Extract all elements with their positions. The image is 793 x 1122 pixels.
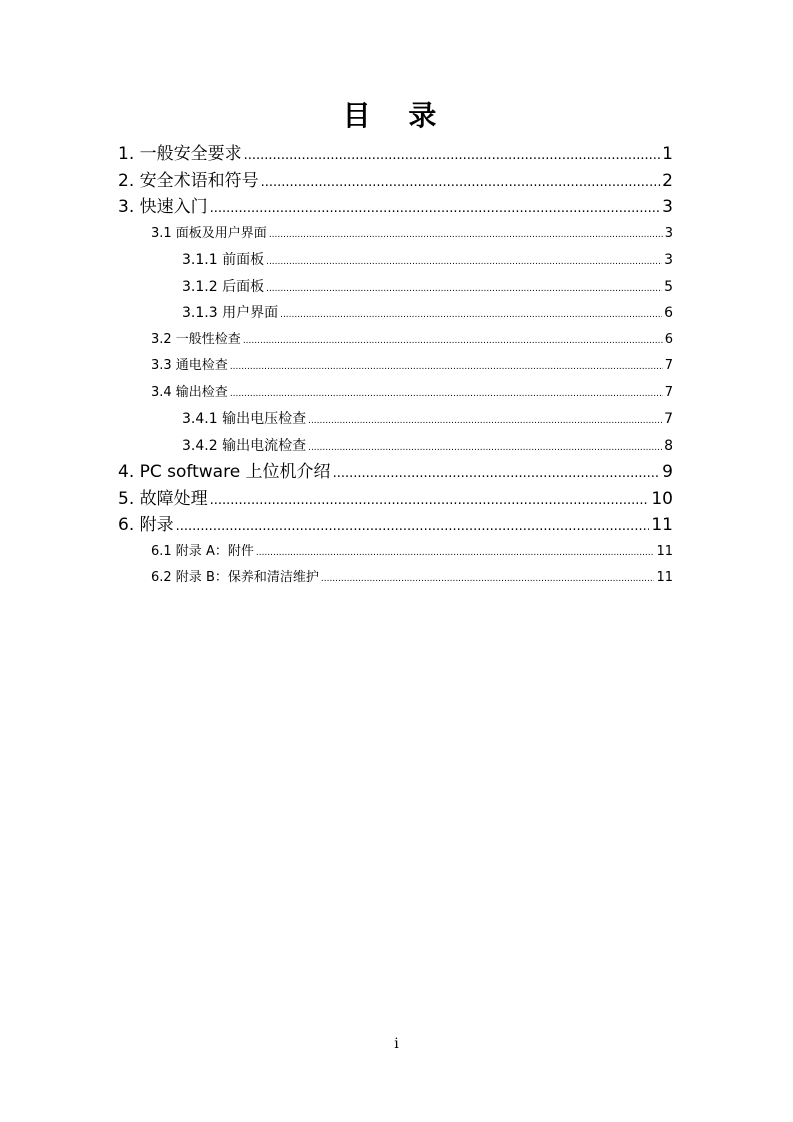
toc-entry-page: 7 [664,411,673,427]
toc-entry-page: 7 [664,384,673,400]
toc-entry-label: 3.4 输出检查 [151,384,228,400]
toc-entry-label: 5. 故障处理 [118,488,208,509]
toc-entry-page: 10 [651,488,673,509]
dot-leader [230,354,663,381]
toc-entry-label: 4. PC software 上位机介绍 [118,462,331,482]
toc-entry-label: 6.1 附录 A：附件 [151,543,254,559]
toc-entry-page: 3 [664,225,673,241]
toc-entry-page: 3 [664,252,673,268]
table-of-contents [118,141,673,592]
toc-entry[interactable] [118,168,673,195]
toc-entry[interactable] [118,565,673,592]
toc-entry-page: 11 [651,515,673,535]
toc-entry-label: 3.1 面板及用户界面 [151,225,267,241]
toc-entry-page: 11 [656,543,673,559]
dot-leader [256,540,655,567]
dot-leader [176,514,650,541]
toc-entry-page: 5 [664,278,673,295]
toc-entry[interactable] [118,353,673,380]
toc-entry-label: 3.4.2 输出电流检查 [182,437,307,454]
dot-leader [210,196,661,223]
toc-entry[interactable] [118,459,673,486]
toc-entry[interactable] [118,194,673,221]
dot-leader [266,276,662,303]
toc-entry-label: 3.4.1 输出电压检查 [182,411,307,427]
page-number: i [394,1036,399,1052]
dot-leader [230,381,663,408]
toc-entry-page: 6 [664,305,673,321]
dot-leader [280,302,662,329]
toc-title: 目 录 [342,99,451,132]
toc-entry-label: 6.2 附录 B：保养和清洁维护 [151,570,319,585]
toc-entry-label: 3.2 一般性检查 [151,331,241,347]
toc-entry-page: 11 [656,570,673,585]
dot-leader [308,408,662,435]
dot-leader [308,435,662,462]
toc-entry[interactable] [118,512,673,539]
toc-entry-page: 1 [662,144,673,164]
dot-leader [333,461,661,488]
toc-entry-label: 3.1.3 用户界面 [182,305,279,321]
dot-leader [261,170,661,197]
toc-entry-page: 9 [662,462,673,482]
toc-entry-label: 1. 一般安全要求 [118,144,242,164]
toc-entry-label: 6. 附录 [118,515,174,535]
toc-entry-page: 3 [662,197,673,217]
dot-leader [244,143,661,170]
toc-entry[interactable] [118,247,673,274]
toc-entry-page: 6 [664,331,673,347]
toc-entry[interactable] [118,221,673,248]
dot-leader [266,249,662,276]
toc-entry-label: 3. 快速入门 [118,197,208,217]
toc-entry[interactable] [118,274,673,301]
toc-entry-page: 2 [662,170,673,191]
toc-entry[interactable] [118,486,673,513]
dot-leader [243,328,663,355]
toc-entry-page: 8 [664,437,673,454]
toc-entry[interactable] [118,406,673,433]
toc-entry[interactable] [118,300,673,327]
toc-entry-label: 3.3 通电检查 [151,358,228,373]
dot-leader [269,222,663,249]
dot-leader [210,488,650,515]
toc-entry[interactable] [118,433,673,460]
toc-entry[interactable] [118,141,673,168]
dot-leader [321,566,655,593]
toc-entry-page: 7 [664,358,673,373]
toc-entry-label: 2. 安全术语和符号 [118,170,259,191]
toc-entry-label: 3.1.1 前面板 [182,252,265,268]
toc-entry[interactable] [118,380,673,407]
toc-entry-label: 3.1.2 后面板 [182,278,265,295]
toc-entry[interactable] [118,539,673,566]
toc-entry[interactable] [118,327,673,354]
